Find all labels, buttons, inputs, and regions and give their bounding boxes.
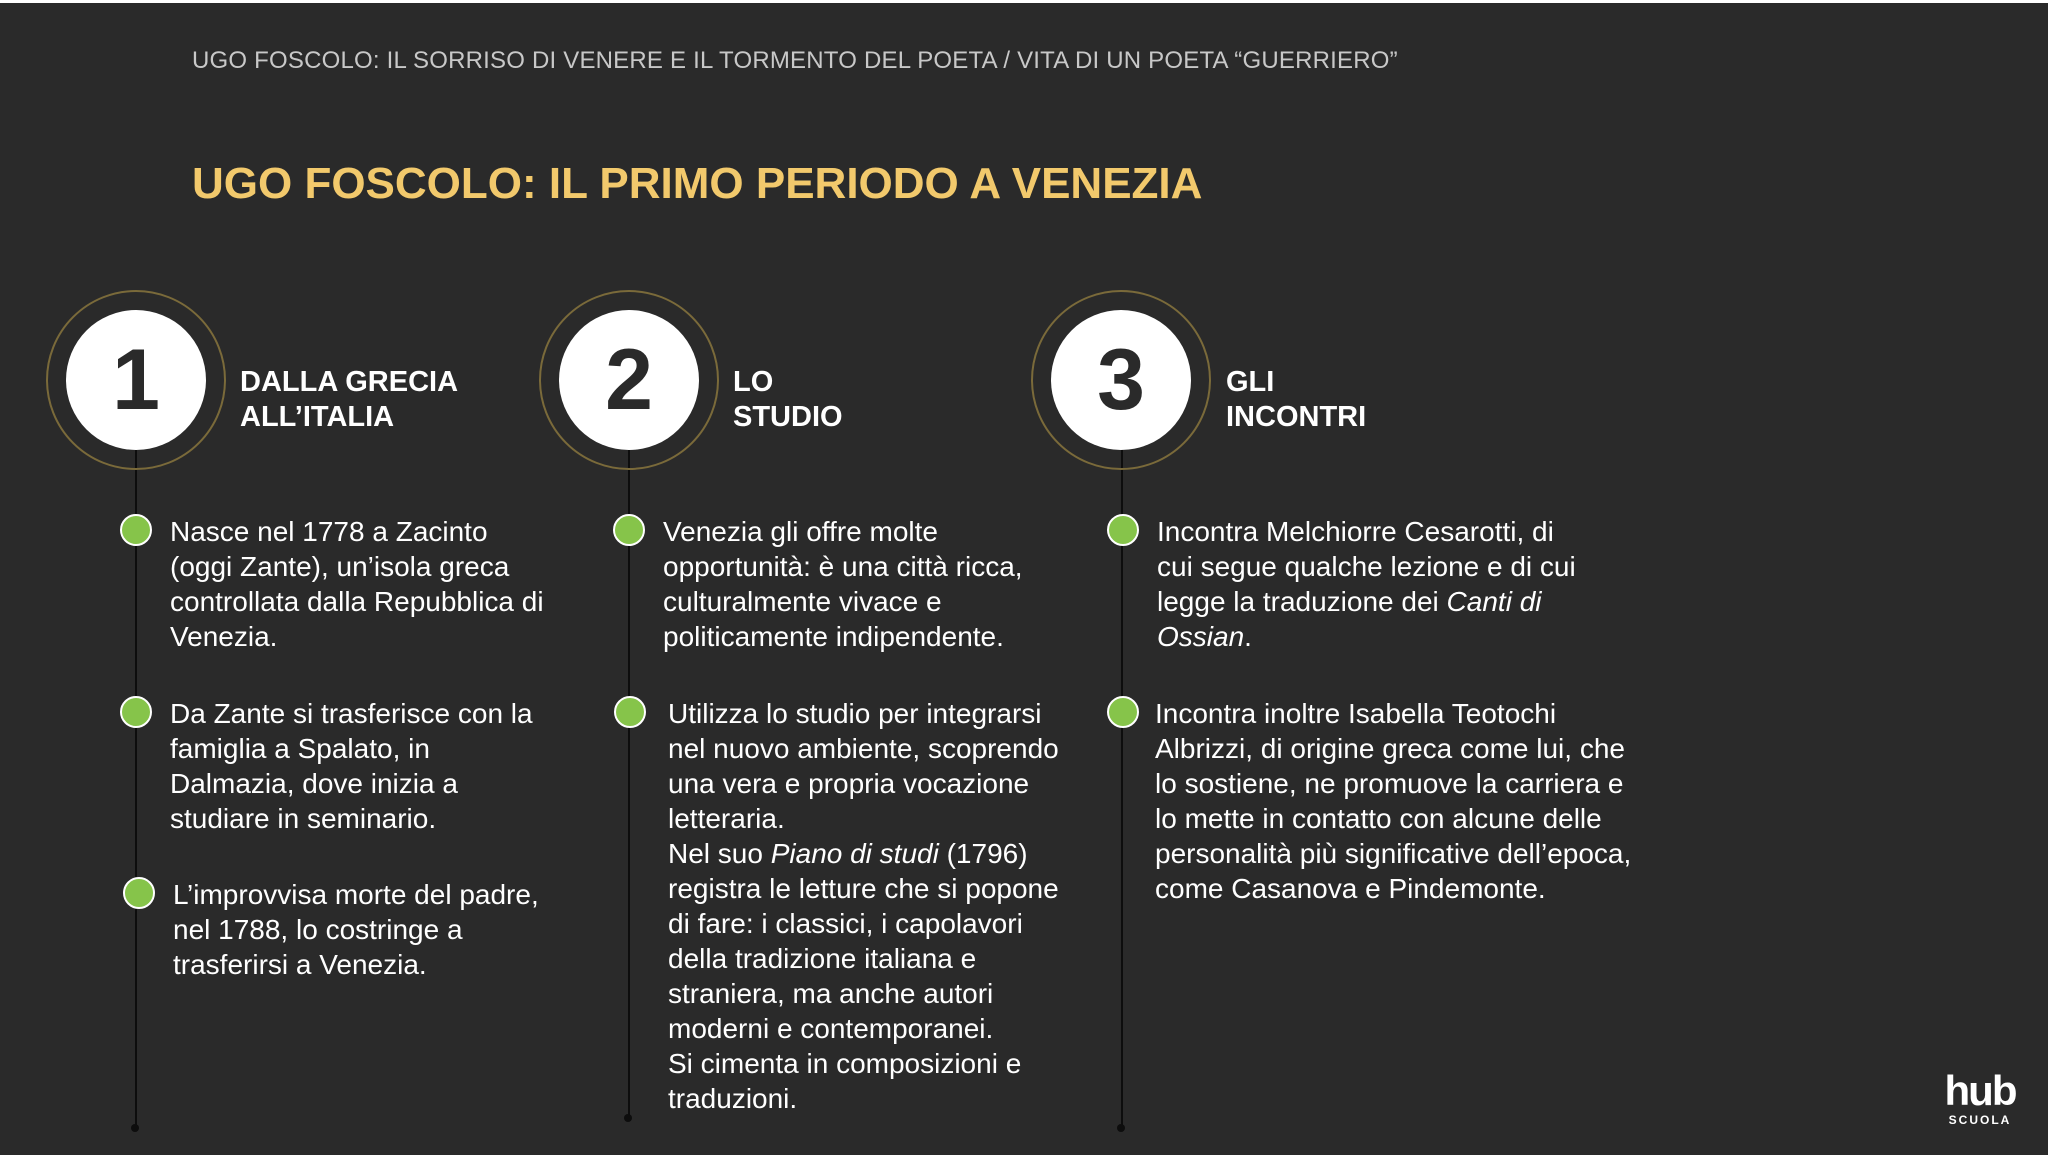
text-run: (1796) bbox=[938, 838, 1028, 869]
text-line: personalità più significative dell’epoca, bbox=[1155, 838, 1632, 869]
text-line: controllata dalla Repubblica di bbox=[170, 586, 544, 617]
text-line: una vera e propria vocazione bbox=[668, 768, 1030, 799]
timeline-end-dot bbox=[131, 1124, 139, 1132]
section-heading-line: INCONTRI bbox=[1226, 401, 1367, 433]
text-line: Venezia gli offre molte bbox=[663, 516, 938, 547]
text-line: Albrizzi, di origine greca come lui, che bbox=[1155, 733, 1625, 764]
section-heading-line: ALL’ITALIA bbox=[240, 401, 395, 433]
text-line: come Casanova e Pindemonte. bbox=[1155, 873, 1546, 904]
text-line: nel 1788, lo costringe a bbox=[173, 914, 463, 945]
timeline-line bbox=[1121, 383, 1123, 1128]
bullet-dot bbox=[613, 514, 645, 546]
text-line: traduzioni. bbox=[668, 1083, 798, 1114]
section-heading-line: DALLA GRECIA bbox=[240, 366, 459, 398]
bullet-text bbox=[1157, 514, 1677, 654]
text-line: cui segue qualche lezione e di cui bbox=[1157, 551, 1576, 582]
text-line: moderni e contemporanei. bbox=[668, 1013, 994, 1044]
text-line: lo mette in contatto con alcune delle bbox=[1155, 803, 1602, 834]
timeline-line bbox=[135, 383, 137, 1128]
text-line: registra le letture che si popone bbox=[668, 873, 1059, 904]
text-line: Si cimenta in composizioni e bbox=[668, 1048, 1022, 1079]
section-number: 3 bbox=[1051, 310, 1191, 450]
text-line: Utilizza lo studio per integrarsi bbox=[668, 698, 1042, 729]
text-line: Incontra Melchiorre Cesarotti, di bbox=[1157, 516, 1554, 547]
section-1 bbox=[0, 3, 544, 1155]
bullet-dot bbox=[123, 877, 155, 909]
text-line: (oggi Zante), un’isola greca bbox=[170, 551, 510, 582]
section-heading-line: LO bbox=[733, 366, 774, 398]
bullet-dot bbox=[120, 514, 152, 546]
page-title: UGO FOSCOLO: IL PRIMO PERIODO A VENEZIA bbox=[192, 159, 1203, 208]
text-line: politicamente indipendente. bbox=[663, 621, 1004, 652]
section-heading-line: STUDIO bbox=[733, 401, 843, 433]
logo-subtitle: SCUOLA bbox=[1948, 1113, 2012, 1127]
breadcrumb: UGO FOSCOLO: IL SORRISO DI VENERE E IL TORMENTO DEL POETA / VITA DI UN POETA “GUERRIERO” bbox=[192, 47, 1398, 74]
bullet-dot bbox=[120, 696, 152, 728]
text-line: della tradizione italiana e bbox=[668, 943, 977, 974]
text-line: culturalmente vivace e bbox=[663, 586, 942, 617]
hub-scuola-logo bbox=[1940, 1067, 2020, 1127]
section-heading-line: GLI bbox=[1226, 366, 1275, 398]
text-line bbox=[1157, 619, 1677, 654]
logo-word: hub bbox=[1944, 1067, 2016, 1114]
text-line: Nasce nel 1778 a Zacinto bbox=[170, 516, 488, 547]
text-line: trasferirsi a Venezia. bbox=[173, 949, 427, 980]
section-heading bbox=[240, 365, 500, 435]
text-run: legge la traduzione dei bbox=[1157, 586, 1447, 617]
text-line: Da Zante si trasferisce con la bbox=[170, 698, 533, 729]
book-title: Canti di bbox=[1446, 586, 1542, 617]
text-run: . bbox=[1244, 621, 1252, 652]
section-number: 2 bbox=[559, 310, 699, 450]
timeline-end-dot bbox=[1117, 1124, 1125, 1132]
text-line: L’improvvisa morte del padre, bbox=[173, 879, 539, 910]
bullet-dot bbox=[1107, 514, 1139, 546]
section-heading bbox=[1226, 365, 1486, 435]
text-line: Venezia. bbox=[170, 621, 278, 652]
text-line: nel nuovo ambiente, scoprendo bbox=[668, 733, 1059, 764]
text-line: Incontra inoltre Isabella Teotochi bbox=[1155, 698, 1557, 729]
bullet-text bbox=[1155, 696, 1675, 906]
section-heading bbox=[733, 365, 993, 435]
text-line: di fare: i classici, i capolavori bbox=[668, 908, 1023, 939]
text-line: lo sostiene, ne promuove la carriera e bbox=[1155, 768, 1624, 799]
text-line: famiglia a Spalato, in bbox=[170, 733, 430, 764]
section-number: 1 bbox=[66, 310, 206, 450]
text-line: studiare in seminario. bbox=[170, 803, 437, 834]
book-title: Piano di studi bbox=[770, 838, 939, 869]
text-line: straniera, ma anche autori bbox=[668, 978, 994, 1009]
section-3 bbox=[985, 3, 1632, 1155]
text-run: Nel suo bbox=[668, 838, 771, 869]
bullet-dot bbox=[614, 696, 646, 728]
text-line: letteraria. bbox=[668, 803, 785, 834]
text-line: opportunità: è una città ricca, bbox=[663, 551, 1023, 582]
text-line: Dalmazia, dove inizia a bbox=[170, 768, 458, 799]
book-title: Ossian bbox=[1157, 621, 1245, 652]
timeline-line bbox=[628, 383, 630, 1118]
bullet-dot bbox=[1107, 696, 1139, 728]
timeline-end-dot bbox=[624, 1114, 632, 1122]
text-line bbox=[1157, 584, 1677, 619]
